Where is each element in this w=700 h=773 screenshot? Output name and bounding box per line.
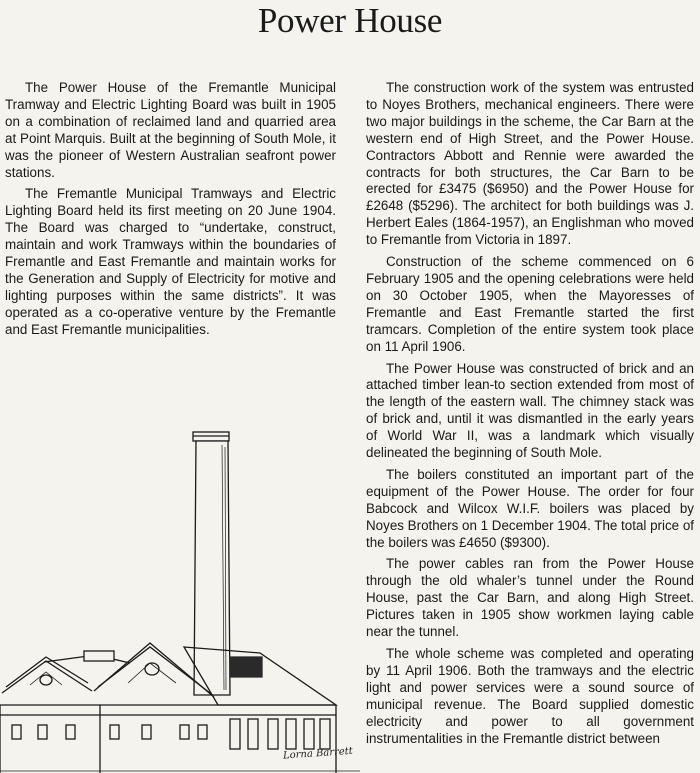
paragraph: The whole scheme was completed and operating by 11 April 1906. Both the tramways and the electric light and power services were a sound source of municipal revenue. The Board supplied domestic electricity and power to all government instrumentalities in the Fremantle district between [366,646,694,746]
paragraph: The Power House of the Fremantle Municipal Tramway and Electric Lighting Board was built in 1905 on a combination of reclaimed land and quarried area at Point Marquis. Built at the beginning of South Mole, it was the pioneer of Western Australian seafront power stations. [5,80,336,180]
chimney-stack [193,432,230,695]
paragraph: The Power House was constructed of brick and an attached timber lean-to section extended from most of the length of the eastern wall. The chimney stack was of brick and, until it was dismantled in the early years of World War II, was a landmark which visually delineated the beginning of South Mole. [366,360,694,461]
paragraph: The boilers constituted an important part of the equipment of the Power House. The order for four Babcock and Wilcox W.I.F. boilers was placed by Noyes Brothers on 1 December 1904. The total price of the boilers was £4650 ($9300). [366,466,694,550]
page-title: Power House [257,1,443,40]
power-house-drawing [0,425,362,773]
left-column [5,80,336,344]
paragraph: The Fremantle Municipal Tramways and Electric Lighting Board held its first meeting on 20 June 1904. The Board was charged to “undertake, construct, maintain and work Tramways within the boundaries of Fremantle and East Fremantle and maintain works for the Generation and Supply of Electricity for motive and lighting purposes within the same districts”. It was operated as a co-operative venture by the Fremantle and East Fremantle municipalities. [5,186,336,337]
paragraph: Construction of the scheme commenced on 6 February 1905 and the opening celebrations were held on 30 October 1905, when the Mayoresses of Fremantle and East Fremantle started the first tramcars. Completion of the entire system took place on 11 April 1906. [366,254,694,354]
right-column [366,80,694,752]
left-building [0,651,130,773]
paragraph: The construction work of the system was entrusted to Noyes Brothers, mechanical engineers. There were two major buildings in the scheme, the Car Barn at the western end of High Street, and the Power House. Contractors Abbott and Rennie were awarded the contracts for both structures, the Car Barn to be erected for £3475 ($6950) and the Power House for £2648 ($5296). The architect for both buildings was J. Herbert Eales (1864-1957), an Englishman who moved to Fremantle from Victoria in 1897. [366,80,694,248]
paragraph: The power cables ran from the Power House through the old whaler’s tunnel under the Round House, past the Car Barn, and along High Street. Pictures taken in 1905 show workmen laying cable near the tunnel. [366,556,694,640]
artist-signature: Lorna Barrett [282,745,354,762]
